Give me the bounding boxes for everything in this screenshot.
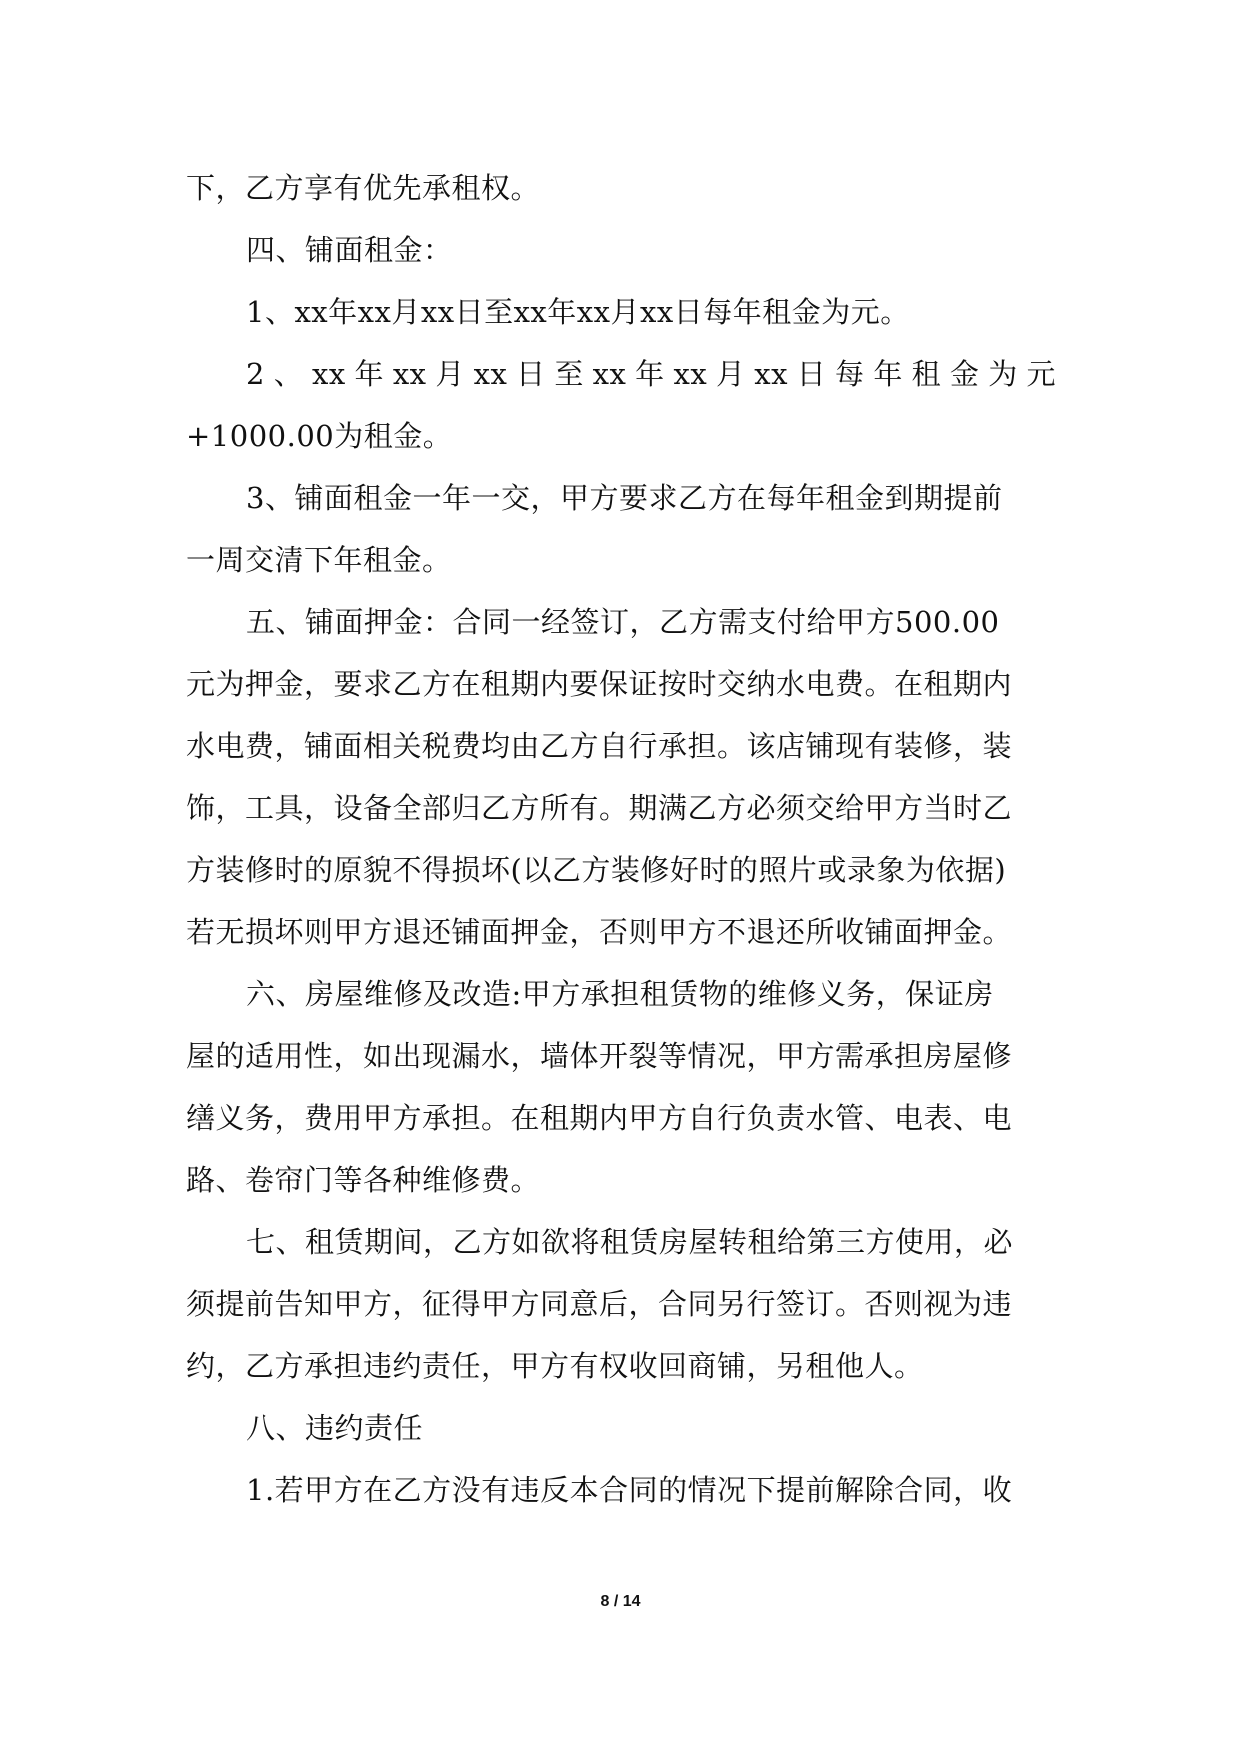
text-line: 2、xx年xx月xx日至xx年xx月xx日每年租金为元 [246,357,1056,391]
section-heading: 七、租赁期间，乙方如欲将租赁房屋转租给第三方使用，必 [246,1225,1014,1259]
section-heading: 六、房屋维修及改造:甲方承担租赁物的维修义务，保证房 [246,977,994,1011]
text-line: 约，乙方承担违约责任，甲方有权收回商铺，另租他人。 [186,1349,924,1383]
text-line: 下，乙方享有优先承租权。 [186,171,541,205]
text-line: 方装修时的原貌不得损坏(以乙方装修好时的照片或录象为依据) [186,853,1007,887]
section-heading: 五、铺面押金：合同一经签订，乙方需支付给甲方500.00 [246,605,1000,639]
document-body [186,157,1056,1521]
section-heading: 四、铺面租金： [246,233,453,267]
text-line: 3、铺面租金一年一交，甲方要求乙方在每年租金到期提前 [246,481,1003,515]
text-line: 元为押金，要求乙方在租期内要保证按时交纳水电费。在租期内 [186,667,1013,701]
text-line: 1.若甲方在乙方没有违反本合同的情况下提前解除合同，收 [246,1473,1013,1507]
page-number: 8 / 14 [600,1593,641,1610]
text-line: 屋的适用性，如出现漏水，墙体开裂等情况，甲方需承担房屋修 [186,1039,1013,1073]
text-line: 若无损坏则甲方退还铺面押金，否则甲方不退还所收铺面押金。 [186,915,1013,949]
text-line: 水电费，铺面相关税费均由乙方自行承担。该店铺现有装修，装 [186,729,1013,763]
text-line: 路、卷帘门等各种维修费。 [186,1163,541,1197]
text-line: 须提前告知甲方，征得甲方同意后，合同另行签订。否则视为违 [186,1287,1013,1321]
text-line: 一周交清下年租金。 [186,543,452,577]
text-line: 饰，工具，设备全部归乙方所有。期满乙方必须交给甲方当时乙 [186,791,1013,825]
text-line: 1、xx年xx月xx日至xx年xx月xx日每年租金为元。 [246,295,910,329]
section-heading: 八、违约责任 [246,1411,424,1445]
text-line: +1000.00为租金。 [186,419,453,453]
text-line: 缮义务，费用甲方承担。在租期内甲方自行负责水管、电表、电 [186,1101,1013,1135]
